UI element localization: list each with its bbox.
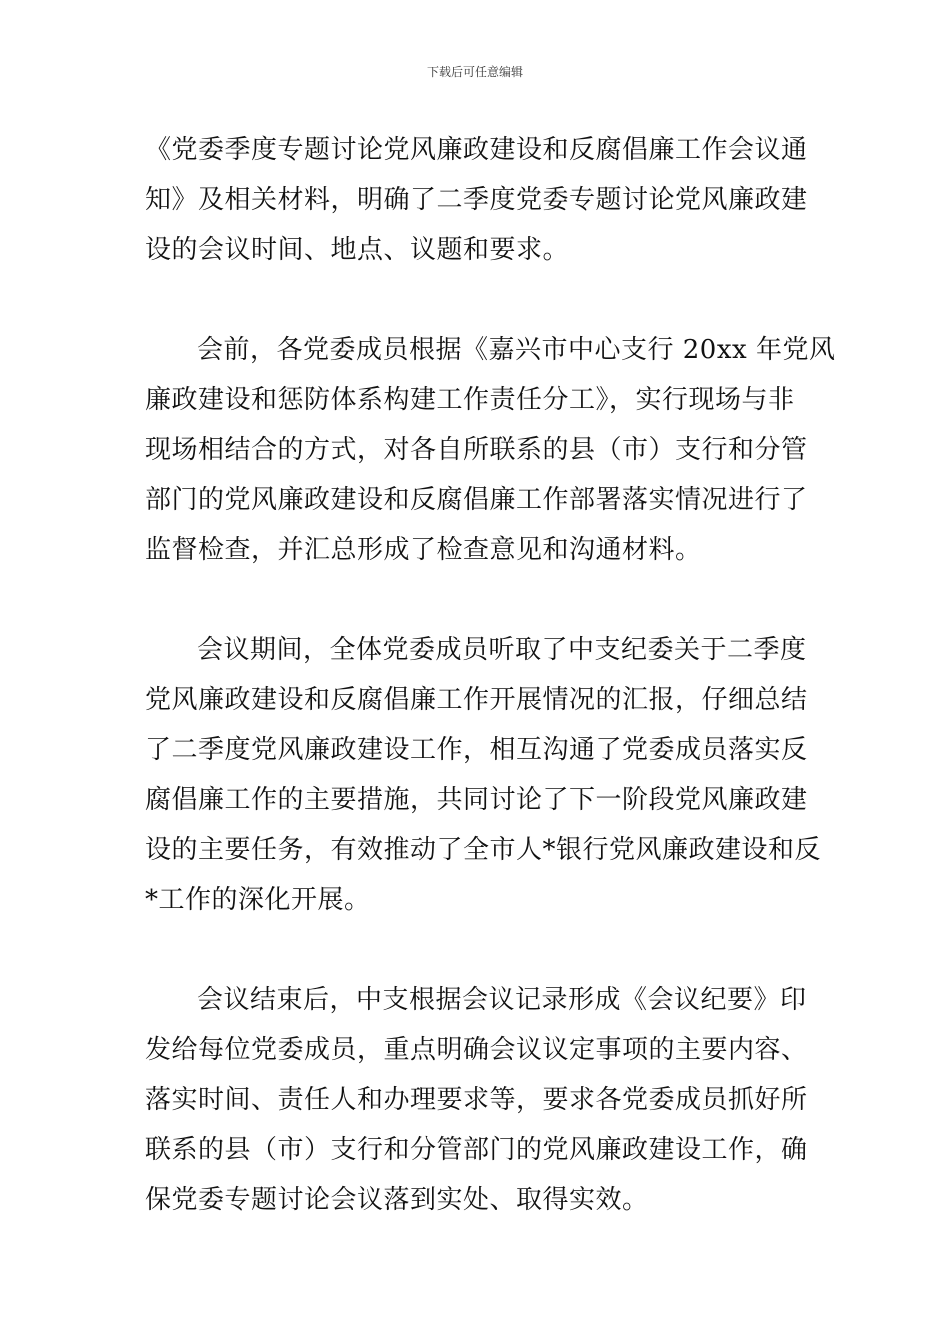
paragraph-line: 知》及相关材料，明确了二季度党委专题讨论党风廉政建 <box>145 185 808 215</box>
header-text: 下载后可任意编辑 <box>426 65 523 79</box>
paragraph-line: 会议期间，全体党委成员听取了中支纪委关于二季度 <box>197 635 807 665</box>
paragraph-2 <box>145 325 836 575</box>
paragraph-gap <box>145 575 805 625</box>
page-header <box>0 64 950 80</box>
paragraph-line: 联系的县（市）支行和分管部门的党风廉政建设工作，确 <box>145 1135 808 1165</box>
paragraph-line: 设的主要任务，有效推动了全市人*银行党风廉政建设和反 <box>145 835 822 865</box>
paragraph-line: 设的会议时间、地点、议题和要求。 <box>145 235 570 265</box>
paragraph-line: 现场相结合的方式，对各自所联系的县（市）支行和分管 <box>145 435 808 465</box>
paragraph-gap <box>145 925 805 975</box>
paragraph-line: 会议结束后，中支根据会议记录形成《会议纪要》印 <box>197 985 807 1015</box>
paragraph-line: 廉政建设和惩防体系构建工作责任分工》，实行现场与非 <box>145 385 795 415</box>
paragraph-line: 了二季度党风廉政建设工作，相互沟通了党委成员落实反 <box>145 735 808 765</box>
paragraph-line: *工作的深化开展。 <box>145 885 371 915</box>
paragraph-3 <box>145 625 822 925</box>
paragraph-line: 党风廉政建设和反腐倡廉工作开展情况的汇报，仔细总结 <box>145 685 808 715</box>
paragraph-line: 会前，各党委成员根据《嘉兴市中心支行 20xx 年党风 <box>197 335 836 365</box>
paragraph-line: 腐倡廉工作的主要措施，共同讨论了下一阶段党风廉政建 <box>145 785 808 815</box>
paragraph-line: 《党委季度专题讨论党风廉政建设和反腐倡廉工作会议通 <box>145 135 808 165</box>
paragraph-4 <box>145 975 808 1225</box>
paragraph-line: 部门的党风廉政建设和反腐倡廉工作部署落实情况进行了 <box>145 485 808 515</box>
paragraph-line: 发给每位党委成员，重点明确会议议定事项的主要内容、 <box>145 1035 808 1065</box>
paragraph-line: 落实时间、责任人和办理要求等，要求各党委成员抓好所 <box>145 1085 808 1115</box>
paragraph-gap <box>145 275 805 325</box>
document-body <box>145 125 836 1225</box>
paragraph-line: 监督检查，并汇总形成了检查意见和沟通材料。 <box>145 535 702 565</box>
paragraph-line: 保党委专题讨论会议落到实处、取得实效。 <box>145 1185 649 1215</box>
paragraph-1 <box>145 125 808 275</box>
